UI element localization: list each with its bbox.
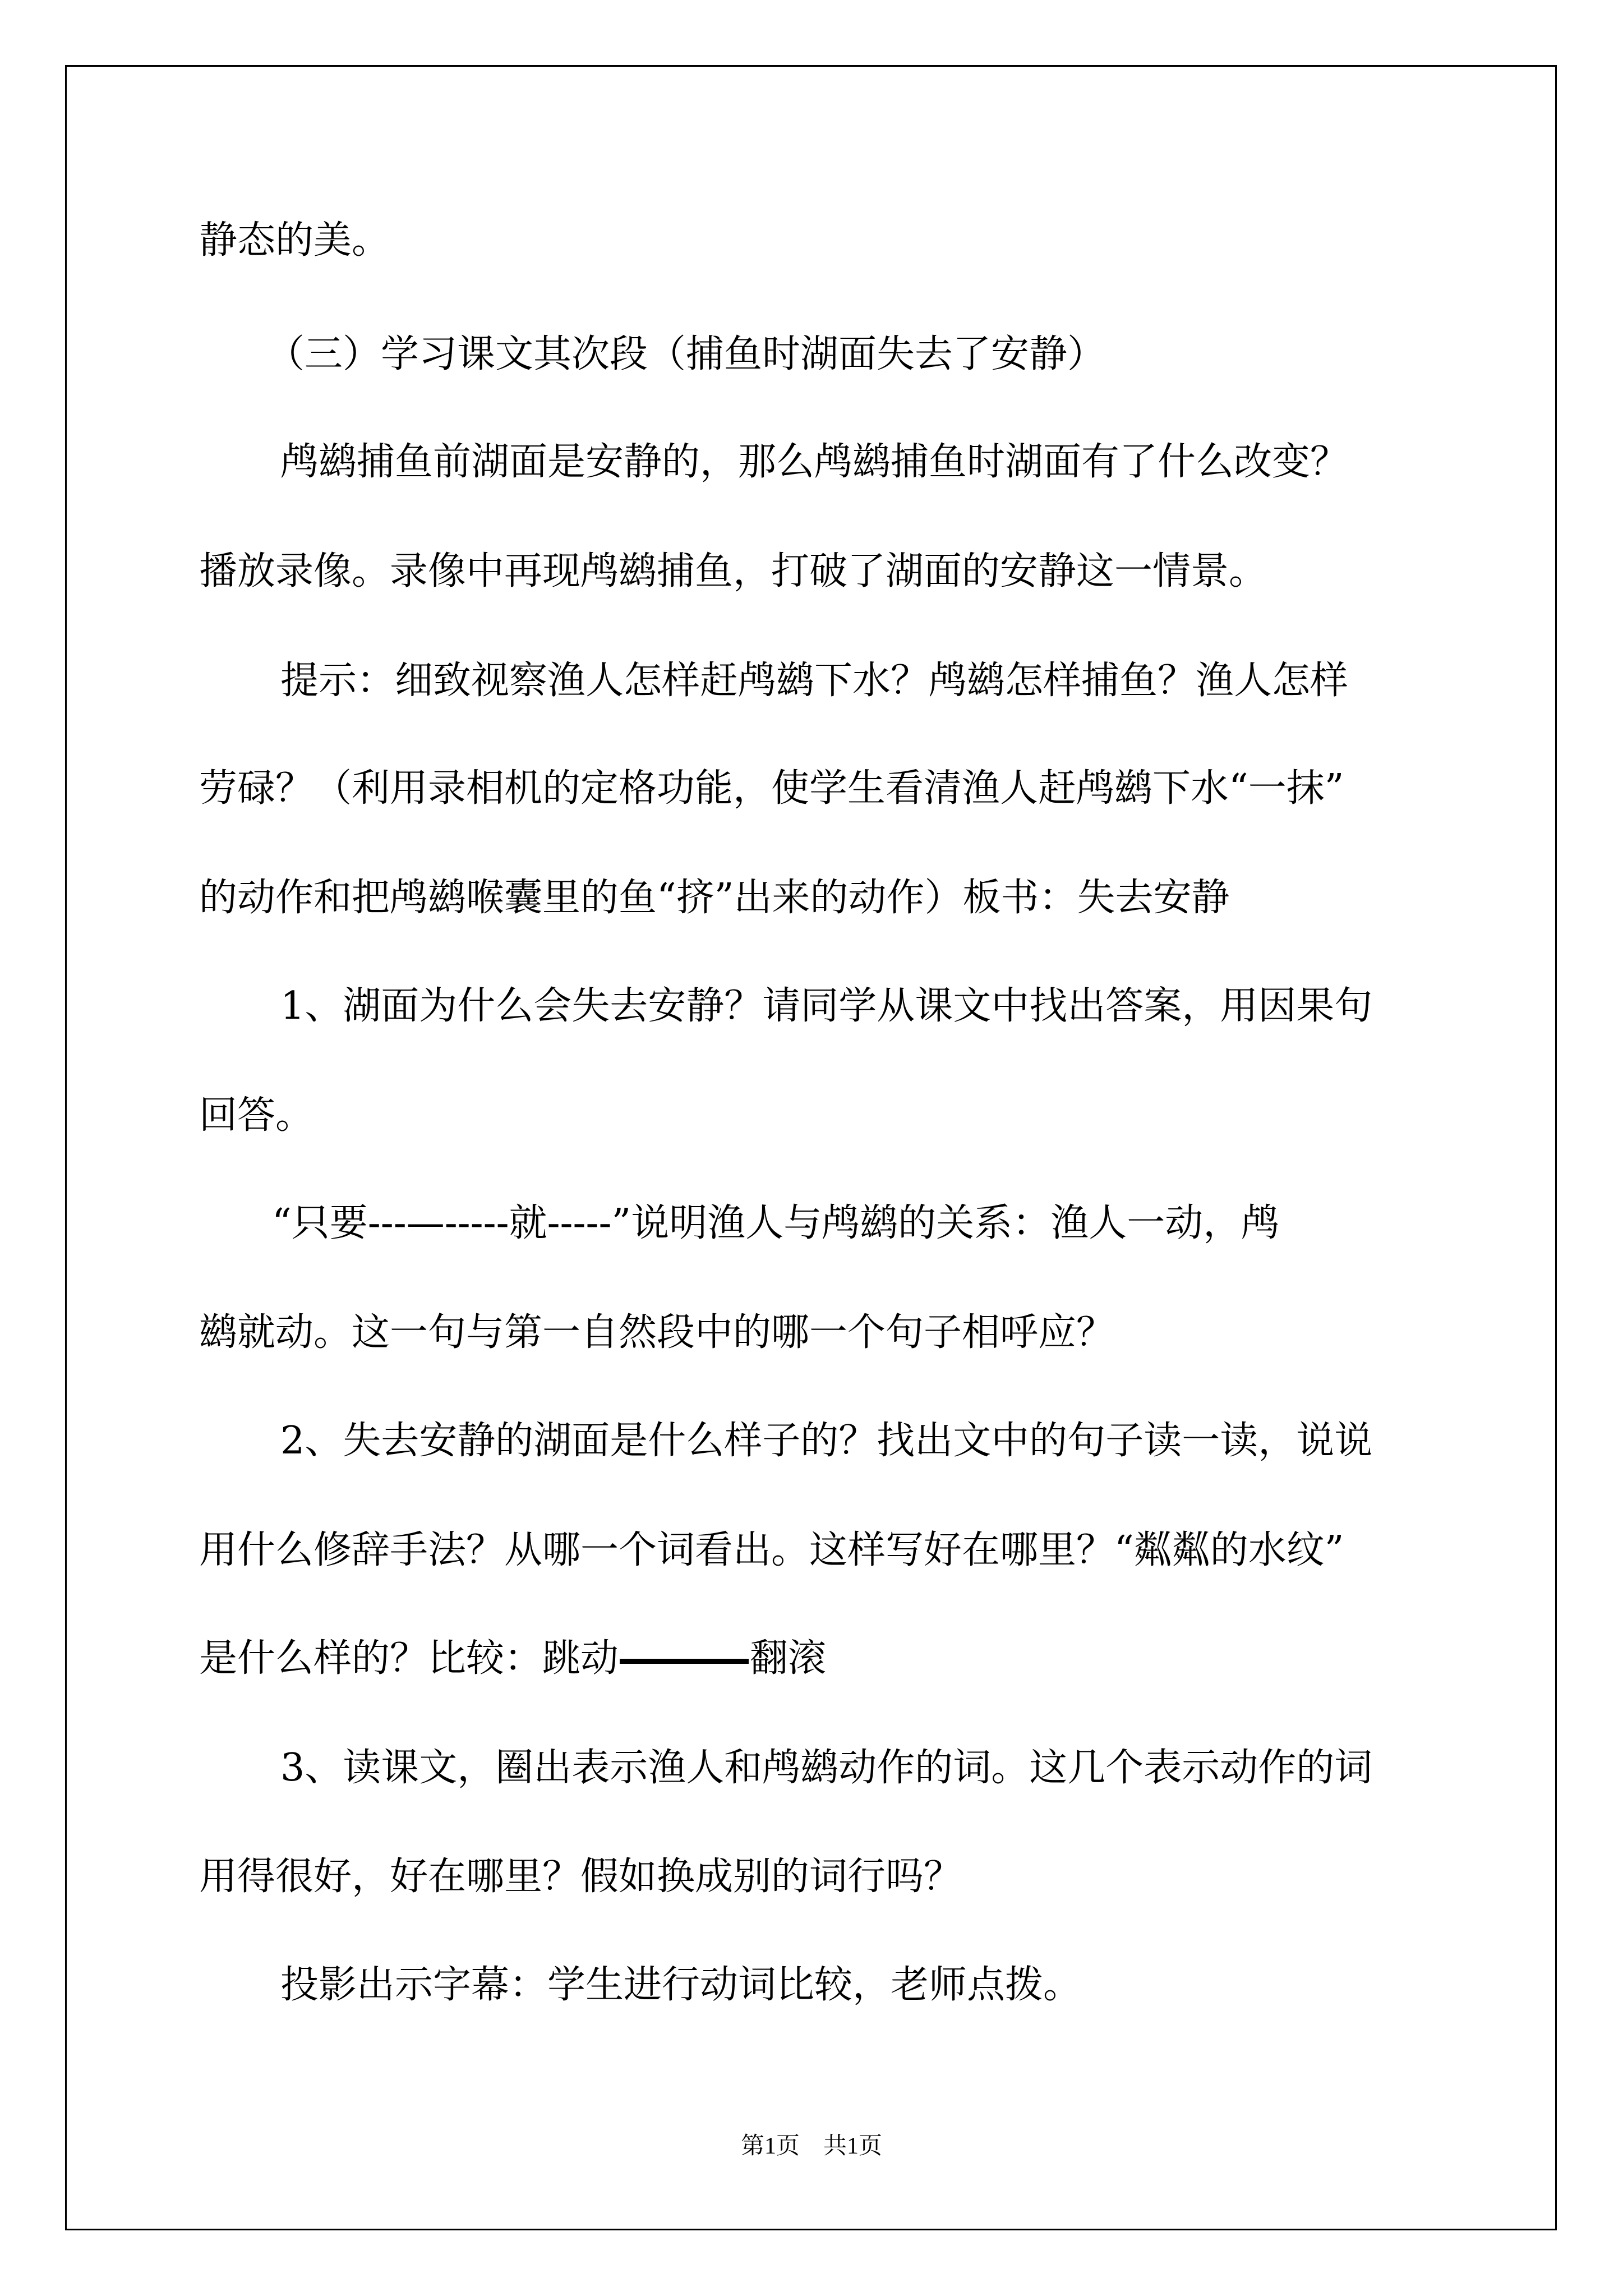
page-total: 共1页 [823, 2133, 883, 2159]
page-footer [0, 2127, 1623, 2161]
text-line: 1、湖面为什么会失去安静？请同学从课文中找出答案，用因果句 [280, 984, 1373, 1028]
section-heading: （三）学习课文其次段（捕鱼时湖面失去了安静） [266, 332, 1106, 376]
text-line: 用什么修辞手法？从哪一个词看出。这样写好在哪里？“粼粼的水纹” [199, 1528, 1344, 1572]
text-line: 2、失去安静的湖面是什么样子的？找出文中的句子读一读，说说 [280, 1419, 1373, 1463]
text-line: 静态的美。 [199, 218, 390, 263]
comparison-text-start: 是什么样的？比较：跳动 [199, 1636, 619, 1681]
comparison-dash [620, 1659, 749, 1664]
text-line: 劳碌？（利用录相机的定格功能，使学生看清渔人赶鸬鹚下水“一抹” [199, 766, 1344, 811]
text-line: 投影出示字幕：学生进行动词比较，老师点拨。 [280, 1963, 1082, 2007]
text-line: 回答。 [199, 1093, 314, 1138]
text-line: 用得很好，好在哪里？假如换成别的词行吗？ [199, 1855, 962, 1899]
comparison-line [199, 1636, 827, 1681]
text-line: 播放录像。录像中再现鸬鹚捕鱼，打破了湖面的安静这一情景。 [199, 549, 1267, 593]
text-line: 的动作和把鸬鹚喉囊里的鱼“挤”出来的动作）板书：失去安静 [199, 876, 1230, 920]
text-line: 鸬鹚捕鱼前湖面是安静的，那么鸬鹚捕鱼时湖面有了什么改变？ [280, 440, 1349, 484]
page-number: 第1页 [740, 2133, 800, 2159]
text-line: 3、读课文，圈出表示渔人和鸬鹚动作的词。这几个表示动作的词 [280, 1746, 1373, 1790]
comparison-text-end: 翻滚 [750, 1636, 827, 1681]
text-line: “只要---—-----就-----”说明渔人与鸬鹚的关系：渔人一动，鸬 [272, 1201, 1280, 1245]
text-line: 鹚就动。这一句与第一自然段中的哪一个句子相呼应？ [199, 1310, 1115, 1355]
text-line: 提示：细致视察渔人怎样赶鸬鹚下水？鸬鹚怎样捕鱼？渔人怎样 [280, 659, 1349, 703]
page-border [65, 65, 1557, 2230]
